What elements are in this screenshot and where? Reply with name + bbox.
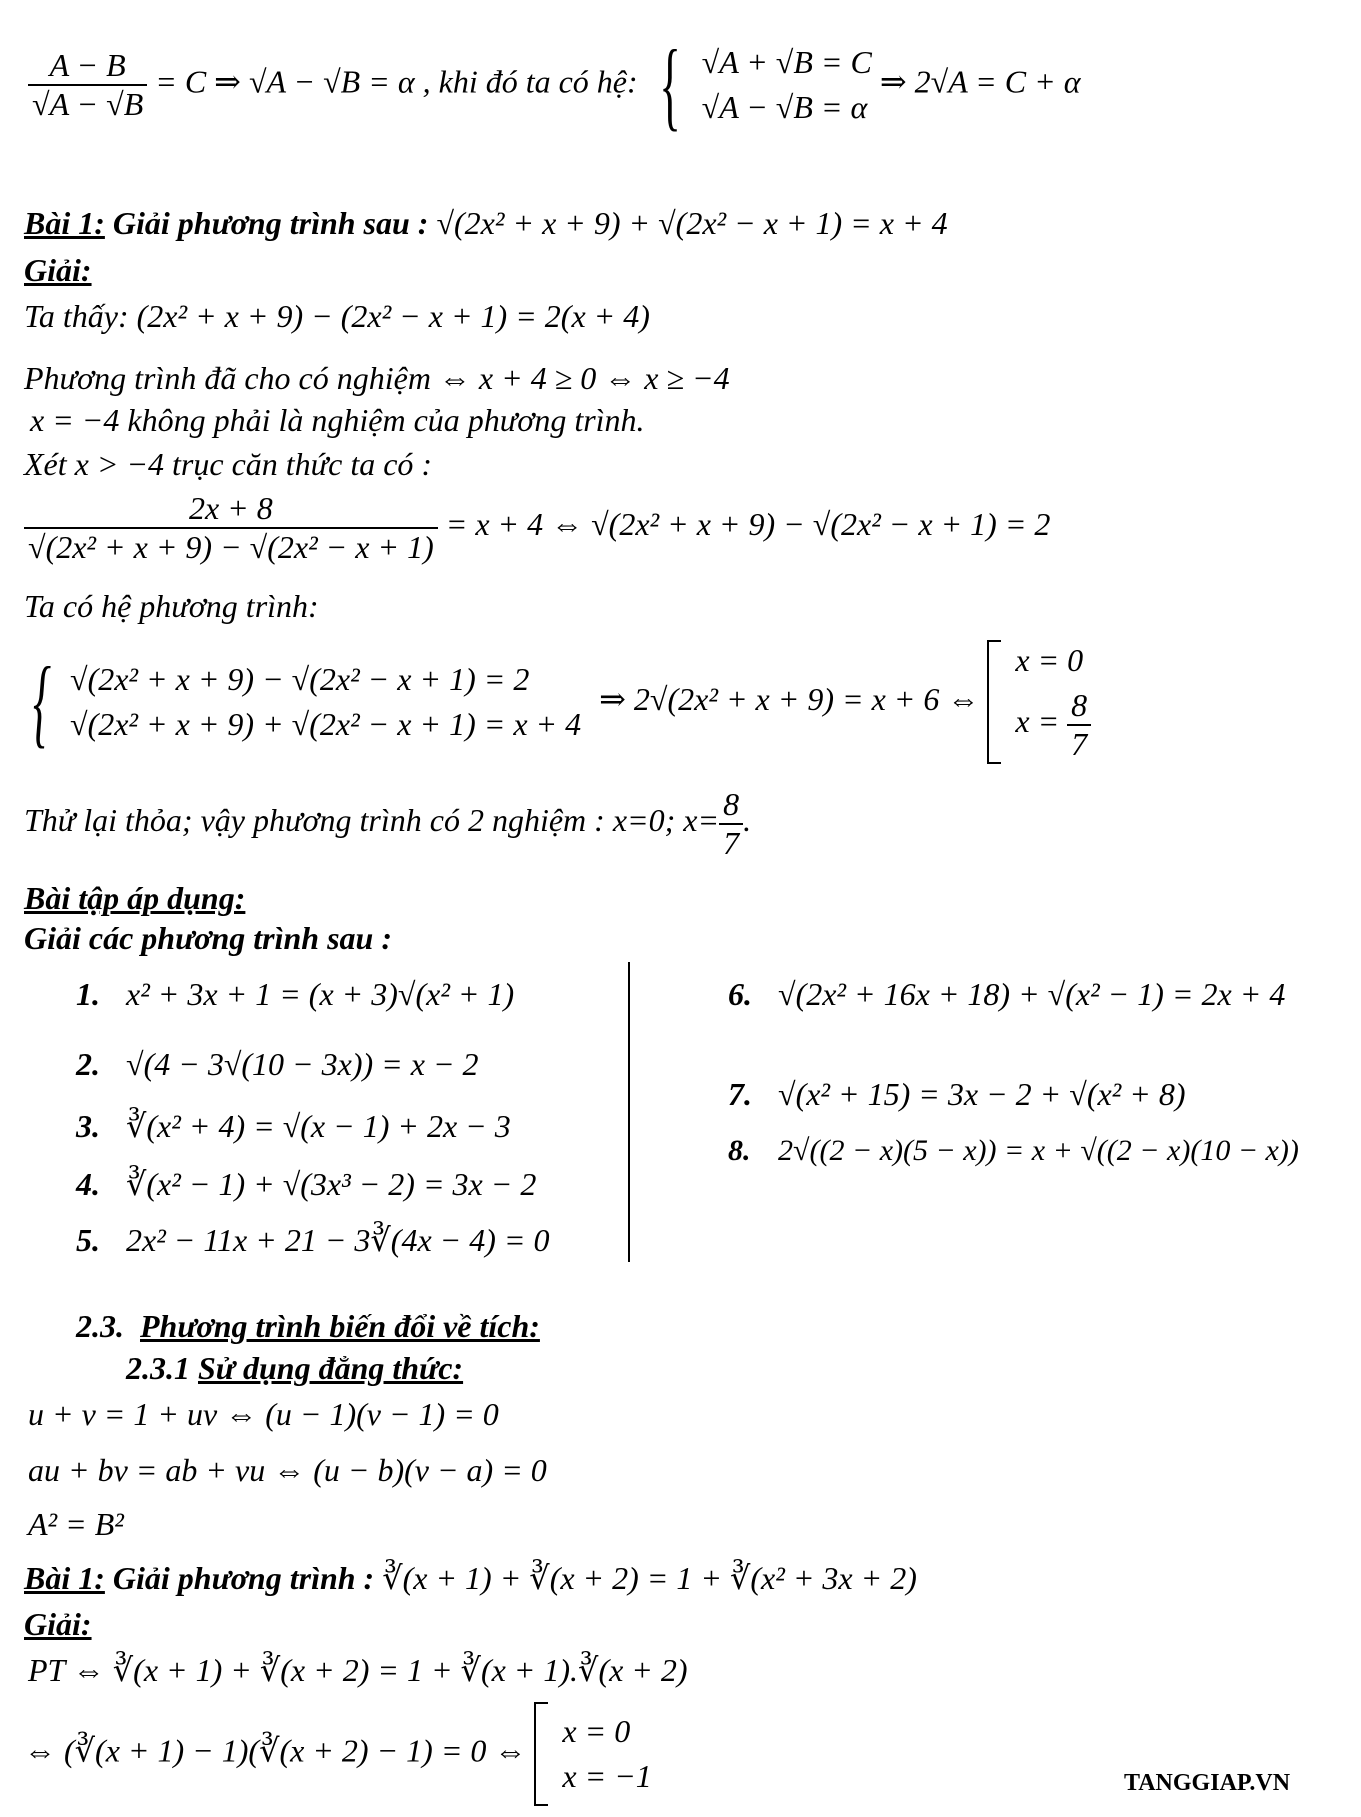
ex1-system: √(2x² + x + 9) − √(2x² − x + 1) = 2 √(2x² + x + 9) + √(2x² − x + 1) = x + 4	[70, 661, 582, 743]
practice-heading: Bài tập áp dụng:	[24, 880, 246, 916]
practice-item: 4. ∛(x² − 1) + √(3x³ − 2) = 3x − 2	[76, 1166, 537, 1202]
left-brace: {	[658, 29, 681, 140]
intro-formula: $\frac{A - B}{√A - √B}$ = C ⇒ √A − √B = α , khi đó ta có hệ: { √A + √B = C √A − √B = α ⇒ 2√A = C + α	[28, 40, 1081, 130]
column-divider	[628, 962, 630, 1262]
ex1-sol2-fraction: $\frac{8}{7}$	[1067, 687, 1091, 763]
identity-1: u + v = 1 + uv ⇔ (u − 1)(v − 1) = 0	[28, 1396, 499, 1432]
ex1-conclusion-fraction: $\frac{8}{7}$	[719, 786, 743, 862]
practice-item: 5. 2x² − 11x + 21 − 3∛(4x − 4) = 0	[76, 1222, 550, 1258]
identity-2: au + bv = ab + vu ⇔ (u − b)(v − a) = 0	[28, 1452, 547, 1488]
left-brace: {	[33, 646, 51, 758]
practice-subheading: Giải các phương trình sau :	[24, 920, 392, 956]
ex2-solve-label: Giải:	[24, 1606, 92, 1642]
left-bracket	[987, 640, 1001, 764]
ex1-fraction-line: $\frac{2x + 8}{\text{√(2x² + x + 9) − √(2x² − x + 1)}}$ = x + 4 ⇔ √(2x² + x + 9) − √(2x² − x + 1) = 2	[24, 490, 1050, 566]
ex2-solutions: x = 0 x = −1	[562, 1713, 652, 1794]
practice-item: 8. 2√((2 − x)(5 − x)) = x + √((2 − x)(10 − x))	[728, 1134, 1299, 1167]
practice-item: 1. x² + 3x + 1 = (x + 3)√(x² + 1)	[76, 976, 515, 1012]
practice-item: 7. √(x² + 15) = 3x − 2 + √(x² + 8)	[728, 1076, 1186, 1112]
ex2-title-line: Bài 1: Giải phương trình : ∛(x + 1) + ∛(x + 2) = 1 + ∛(x² + 3x + 2)	[24, 1560, 917, 1596]
section-heading: 2.3. Phương trình biến đổi về tích:	[76, 1308, 540, 1344]
ex1-line4: Xét x > −4 trục căn thức ta có :	[24, 446, 433, 482]
ex1-line3: x = −4 không phải là nghiệm của phương trình.	[30, 402, 645, 438]
left-bracket	[534, 1702, 548, 1806]
intro-fraction: $\frac{A - B}{√A - √B}$	[28, 47, 147, 123]
ex1-solutions: x = 0 x = $\frac{8}{7}$	[1015, 638, 1091, 766]
ex1-line5: Ta có hệ phương trình:	[24, 588, 319, 624]
practice-item: 3. ∛(x² + 4) = √(x − 1) + 2x − 3	[76, 1108, 511, 1144]
practice-item: 6. √(2x² + 16x + 18) + √(x² − 1) = 2x + 4	[728, 976, 1286, 1012]
ex1-conclusion: Thử lại thỏa; vậy phương trình có 2 nghiệm : x=0; x= $\frac{8}{7}$ .	[24, 786, 752, 861]
ex2-line2: ⇔ (∛(x + 1) − 1)(∛(x + 2) − 1) = 0 ⇔ x = 0 x = −1	[24, 1702, 652, 1806]
ex1-line1: Ta thấy: (2x² + x + 9) − (2x² − x + 1) = 2(x + 4)	[24, 298, 650, 334]
intro-system: √A + √B = C √A − √B = α	[701, 44, 872, 125]
identity-3: A² = B²	[28, 1506, 124, 1542]
watermark-logo: TANGGIAP.VN	[1124, 1770, 1291, 1796]
ex1-system-line: { √(2x² + x + 9) − √(2x² − x + 1) = 2 √(2x² + x + 9) + √(2x² − x + 1) = x + 4 ⇒ 2√(2x² + x + 9) = x + 6 ⇔ x = 0 x = $\frac{8}{7}$	[22, 638, 1091, 766]
ex1-fraction: $\frac{2x + 8}{\text{√(2x² + x + 9) − √(2x² − x + 1)}}$	[24, 490, 438, 566]
ex1-solve-label: Giải:	[24, 252, 92, 288]
ex1-line2: Phương trình đã cho có nghiệm ⇔ x + 4 ≥ 0 ⇔ x ≥ −4	[24, 360, 730, 396]
ex2-line1: PT ⇔ ∛(x + 1) + ∛(x + 2) = 1 + ∛(x + 1).∛(x + 2)	[28, 1652, 688, 1688]
subsection-heading: 2.3.1 Sử dụng đẳng thức:	[126, 1350, 464, 1386]
practice-item: 2. √(4 − 3√(10 − 3x)) = x − 2	[76, 1046, 479, 1082]
ex1-title-line: Bài 1: Giải phương trình sau : √(2x² + x + 9) + √(2x² − x + 1) = x + 4	[24, 205, 948, 241]
